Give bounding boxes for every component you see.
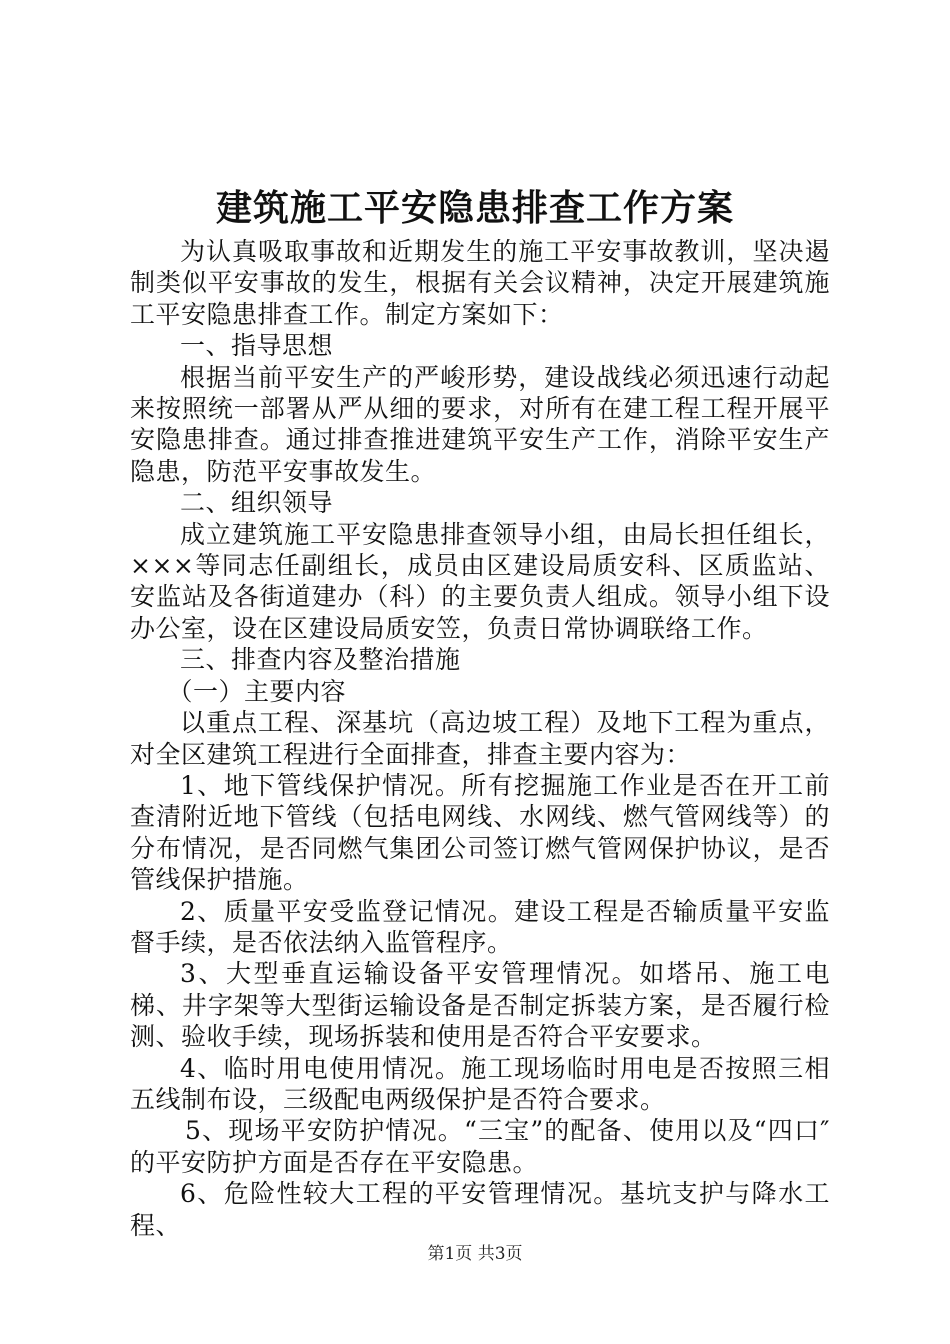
document-title: 建筑施工平安隐患排查工作方案 [215,187,734,229]
item-3-paragraph: 3、大型垂直运输设备平安管理情况。如塔吊、施工电梯、井字架等大型街运输设备是否制定拆装方案，是否履行检测、验收手续，现场拆装和使用是否符合平安要求。 [130,959,830,1052]
section-heading-organization: 二、组织领导 [180,488,334,518]
item-1-paragraph: 1、地下管线保护情况。所有挖掘施工作业是否在开工前查清附近地下管线（包括电网线、水网线、燃气管网线等）的分布情况，是否同燃气集团公司签订燃气管网保护协议，是否管线保护措施。 [130,770,830,895]
section-heading-guiding-ideology: 一、指导思想 [180,331,334,361]
document-body [130,236,830,1241]
organization-paragraph: 成立建筑施工平安隐患排查领导小组，由局长担任组长，×××等同志任副组长，成员由区建设局质安科、区质监站、安监站及各街道建办（科）的主要负责人组成。领导小组下设办公室，设在区建设局质安笠，负责日常协调联络工作。 [130,519,830,643]
main-content-paragraph: 以重点工程、深基坑（高边坡工程）及地下工程为重点，对全区建筑工程进行全面排查，排查主要内容为： [130,708,830,769]
guiding-ideology-paragraph: 根据当前平安生产的严峻形势，建设战线必须迅速行动起来按照统一部署从严从细的要求，对所有在建工程工程开展平安隐患排查。通过排查推进建筑平安生产工作，消除平安生产隐患，防范平安事故发生。 [130,362,830,486]
item-6-paragraph: 6、危险性较大工程的平安管理情况。基坑支护与降水工程、 [130,1179,830,1240]
item-2-paragraph: 2、质量平安受监登记情况。建设工程是否输质量平安监督手续，是否依法纳入监管程序。 [130,896,830,957]
subsection-heading-main-content: （一）主要内容 [167,676,347,706]
page-footer: 第1页 共3页 [427,1244,523,1264]
intro-paragraph: 为认真吸取事故和近期发生的施工平安事故教训，坚决遏制类似平安事故的发生，根据有关会议精神，决定开展建筑施工平安隐患排查工作。制定方案如下： [130,237,830,329]
section-heading-inspection: 三、排查内容及整治措施 [180,645,461,675]
item-4-paragraph: 4、临时用电使用情况。施工现场临时用电是否按照三相五线制布设，三级配电两级保护是否符合要求。 [130,1053,830,1114]
item-5-paragraph: 5、现场平安防护情况。“三宝”的配备、使用以及“四口″的平安防护方面是否存在平安隐患。 [130,1116,830,1177]
